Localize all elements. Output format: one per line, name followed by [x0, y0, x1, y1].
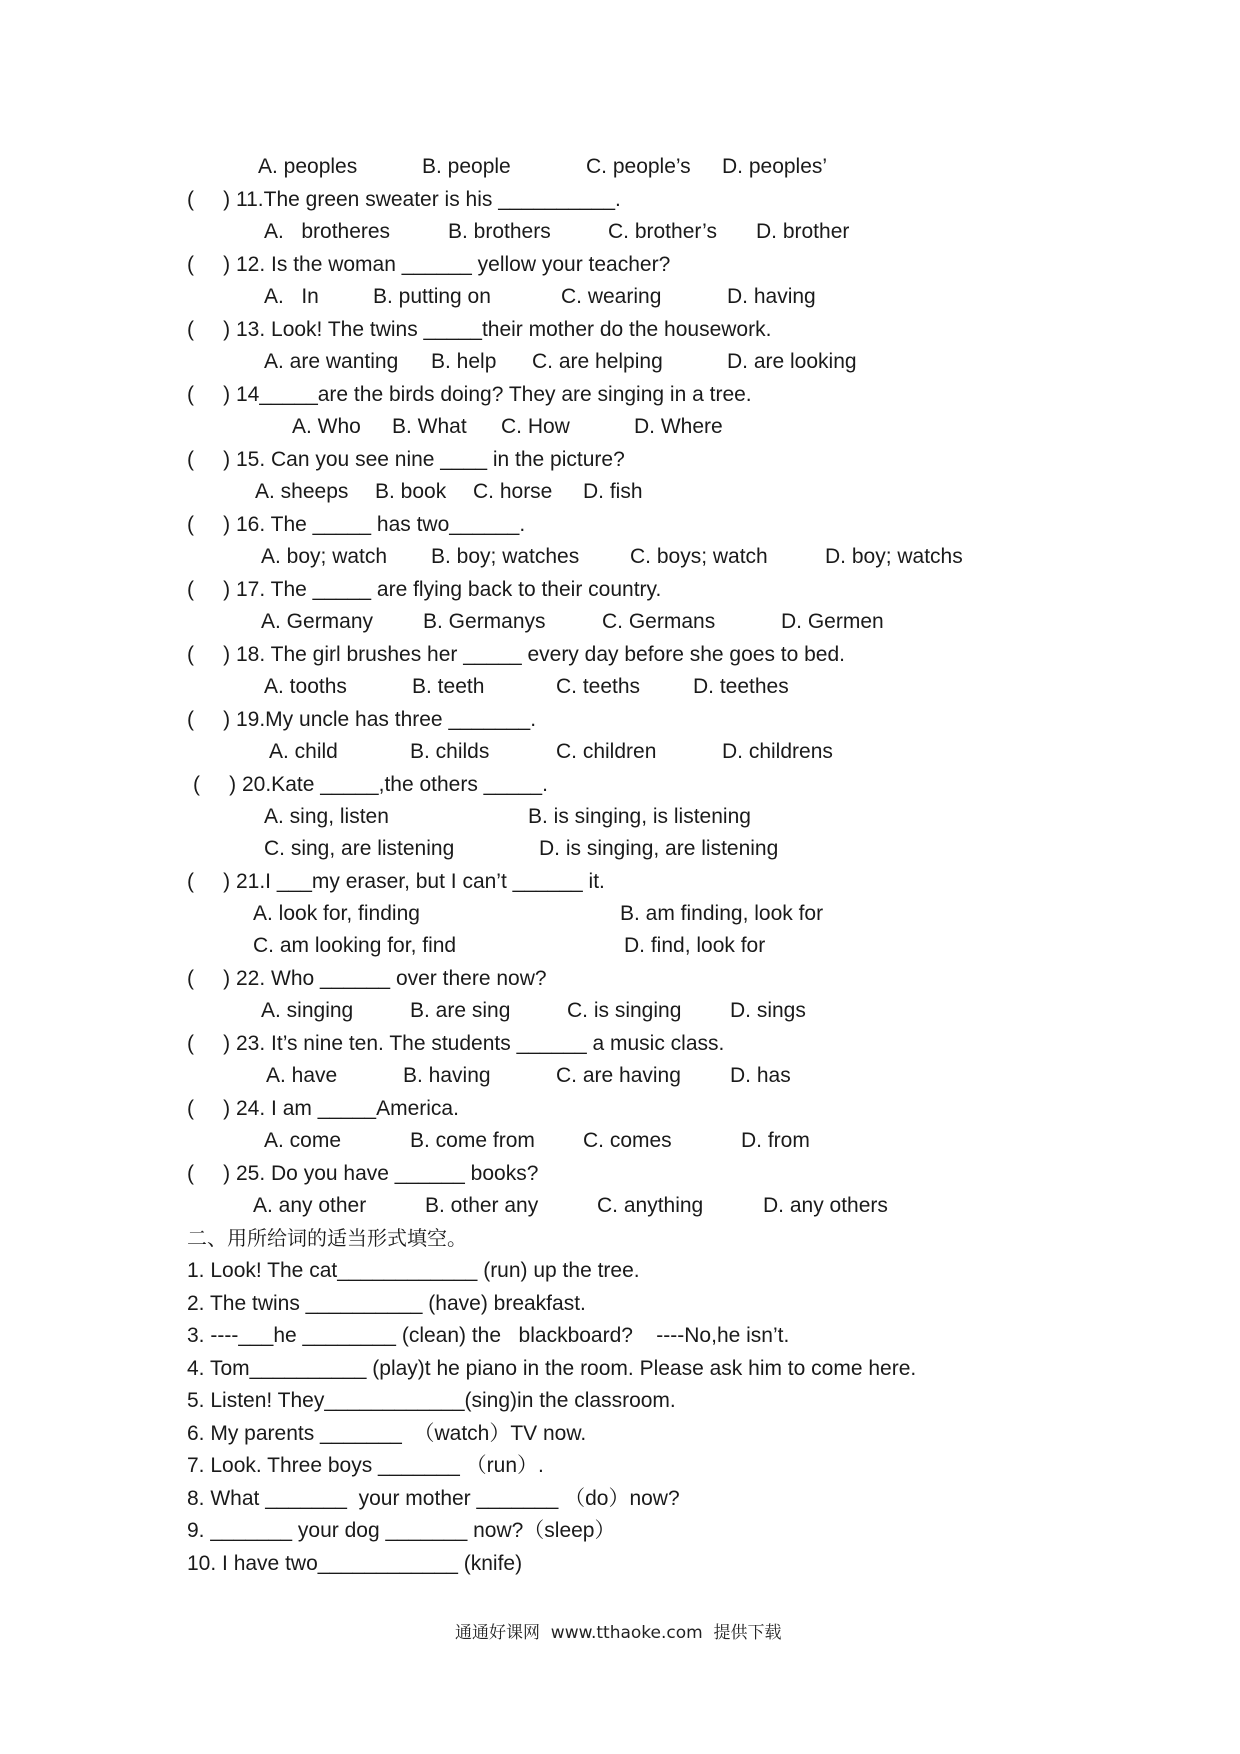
option-a: A. child — [269, 740, 338, 763]
fill-item: 3. ----___he ________ (clean) the blackboard? ----No,he isn’t. — [187, 1324, 790, 1347]
option-b: B. Germanys — [423, 610, 546, 633]
option-b: B. am finding, look for — [620, 902, 824, 925]
option-a: A. sheeps — [255, 480, 349, 503]
fill-item: 2. The twins __________ (have) breakfast. — [187, 1292, 586, 1315]
option-a: A. singing — [261, 999, 354, 1022]
option-d: D. is singing, are listening — [539, 837, 779, 860]
question-stem: ( ) 24. I am _____America. — [187, 1097, 459, 1120]
option-c: C. How — [501, 415, 570, 438]
question-stem: ( ) 15. Can you see nine ____ in the picture? — [187, 448, 625, 471]
option-d: D. from — [741, 1129, 810, 1152]
option-b: B. childs — [410, 740, 490, 763]
option-d: D. has — [730, 1064, 791, 1087]
question-stem: ( ) 16. The _____ has two______. — [187, 513, 526, 536]
fill-item: 7. Look. Three boys _______ （run）. — [187, 1454, 544, 1477]
option-b: B. book — [375, 480, 447, 503]
option-d: D. Germen — [781, 610, 884, 633]
option-c: C. are having — [556, 1064, 681, 1087]
question-stem: ( ) 20.Kate _____,the others _____. — [193, 773, 548, 796]
question-stem: ( ) 23. It’s nine ten. The students ______ a music class. — [187, 1032, 725, 1055]
question-stem: ( ) 18. The girl brushes her _____ every day before she goes to bed. — [187, 643, 846, 666]
option-c: C. Germans — [602, 610, 716, 633]
option-a: A. sing, listen — [264, 805, 389, 828]
fill-item: 4. Tom__________ (play)t he piano in the room. Please ask him to come here. — [187, 1357, 917, 1380]
question-stem: ( ) 25. Do you have ______ books? — [187, 1162, 539, 1185]
question-stem: ( ) 13. Look! The twins _____their mother do the housework. — [187, 318, 772, 341]
option-b: B. boy; watches — [431, 545, 580, 568]
option-c: C. teeths — [556, 675, 641, 698]
option-c: C. brother’s — [608, 220, 717, 243]
option-b: B. putting on — [373, 285, 491, 308]
option-d: D. sings — [730, 999, 806, 1022]
question-stem: ( ) 12. Is the woman ______ yellow your teacher? — [187, 253, 671, 276]
option-a: A. tooths — [264, 675, 347, 698]
option-a: A. Germany — [261, 610, 374, 633]
option-d: D. fish — [583, 480, 643, 503]
option-a: A. brotheres — [264, 220, 391, 243]
option-c: C. boys; watch — [630, 545, 768, 568]
option-a: A. In — [264, 285, 319, 308]
option-c: C. horse — [473, 480, 553, 503]
option-d: D. any others — [763, 1194, 888, 1217]
option-d: D. brother — [756, 220, 850, 243]
option-c: C. comes — [583, 1129, 672, 1152]
option-d: D. Where — [634, 415, 723, 438]
option-d: D. boy; watchs — [825, 545, 963, 568]
option-d: D. are looking — [727, 350, 857, 373]
option-b: B. are sing — [410, 999, 511, 1022]
option-a: A. any other — [253, 1194, 367, 1217]
section-title: 二、用所给词的适当形式填空。 — [187, 1226, 467, 1250]
option-b: B. teeth — [412, 675, 485, 698]
q10-option-c: C. people’s — [586, 155, 691, 178]
fill-item: 1. Look! The cat____________ (run) up the tree. — [187, 1259, 640, 1282]
question-stem: ( ) 22. Who ______ over there now? — [187, 967, 547, 990]
option-b: B. help — [431, 350, 497, 373]
option-a: A. look for, finding — [253, 902, 420, 925]
option-a: A. are wanting — [264, 350, 399, 373]
q10-option-b: B. people — [422, 155, 511, 178]
option-b: B. What — [392, 415, 467, 438]
option-d: D. having — [727, 285, 816, 308]
option-a: A. boy; watch — [261, 545, 388, 568]
option-b: B. brothers — [448, 220, 551, 243]
option-a: A. have — [266, 1064, 338, 1087]
fill-item: 8. What _______ your mother _______ （do）now? — [187, 1487, 680, 1510]
question-stem: ( ) 19.My uncle has three _______. — [187, 708, 537, 731]
option-c: C. am looking for, find — [253, 934, 457, 957]
question-stem: ( ) 11.The green sweater is his __________. — [187, 188, 621, 211]
option-c: C. sing, are listening — [264, 837, 455, 860]
fill-item: 9. _______ your dog _______ now?（sleep） — [187, 1519, 616, 1542]
question-stem: ( ) 14_____are the birds doing? They are singing in a tree. — [187, 383, 752, 406]
option-d: D. find, look for — [624, 934, 766, 957]
question-stem: ( ) 21.I ___my eraser, but I can’t ______ it. — [187, 870, 605, 893]
fill-item: 10. I have two____________ (knife) — [187, 1552, 523, 1575]
option-b: B. is singing, is listening — [528, 805, 751, 828]
option-d: D. childrens — [722, 740, 833, 763]
question-stem: ( ) 17. The _____ are flying back to their country. — [187, 578, 662, 601]
fill-item: 6. My parents _______ （watch）TV now. — [187, 1422, 587, 1445]
q10-option-a: A. peoples — [258, 155, 358, 178]
page-footer: 通通好课网 www.tthaoke.com 提供下载 — [455, 1623, 782, 1643]
option-b: B. having — [403, 1064, 491, 1087]
q10-option-d: D. peoples’ — [722, 155, 828, 178]
option-a: A. Who — [292, 415, 361, 438]
option-a: A. come — [264, 1129, 342, 1152]
fill-item: 5. Listen! They____________(sing)in the classroom. — [187, 1389, 676, 1412]
option-c: C. children — [556, 740, 657, 763]
option-c: C. is singing — [567, 999, 682, 1022]
option-c: C. anything — [597, 1194, 704, 1217]
option-c: C. are helping — [532, 350, 663, 373]
option-c: C. wearing — [561, 285, 662, 308]
option-b: B. come from — [410, 1129, 535, 1152]
option-b: B. other any — [425, 1194, 539, 1217]
option-d: D. teethes — [693, 675, 789, 698]
